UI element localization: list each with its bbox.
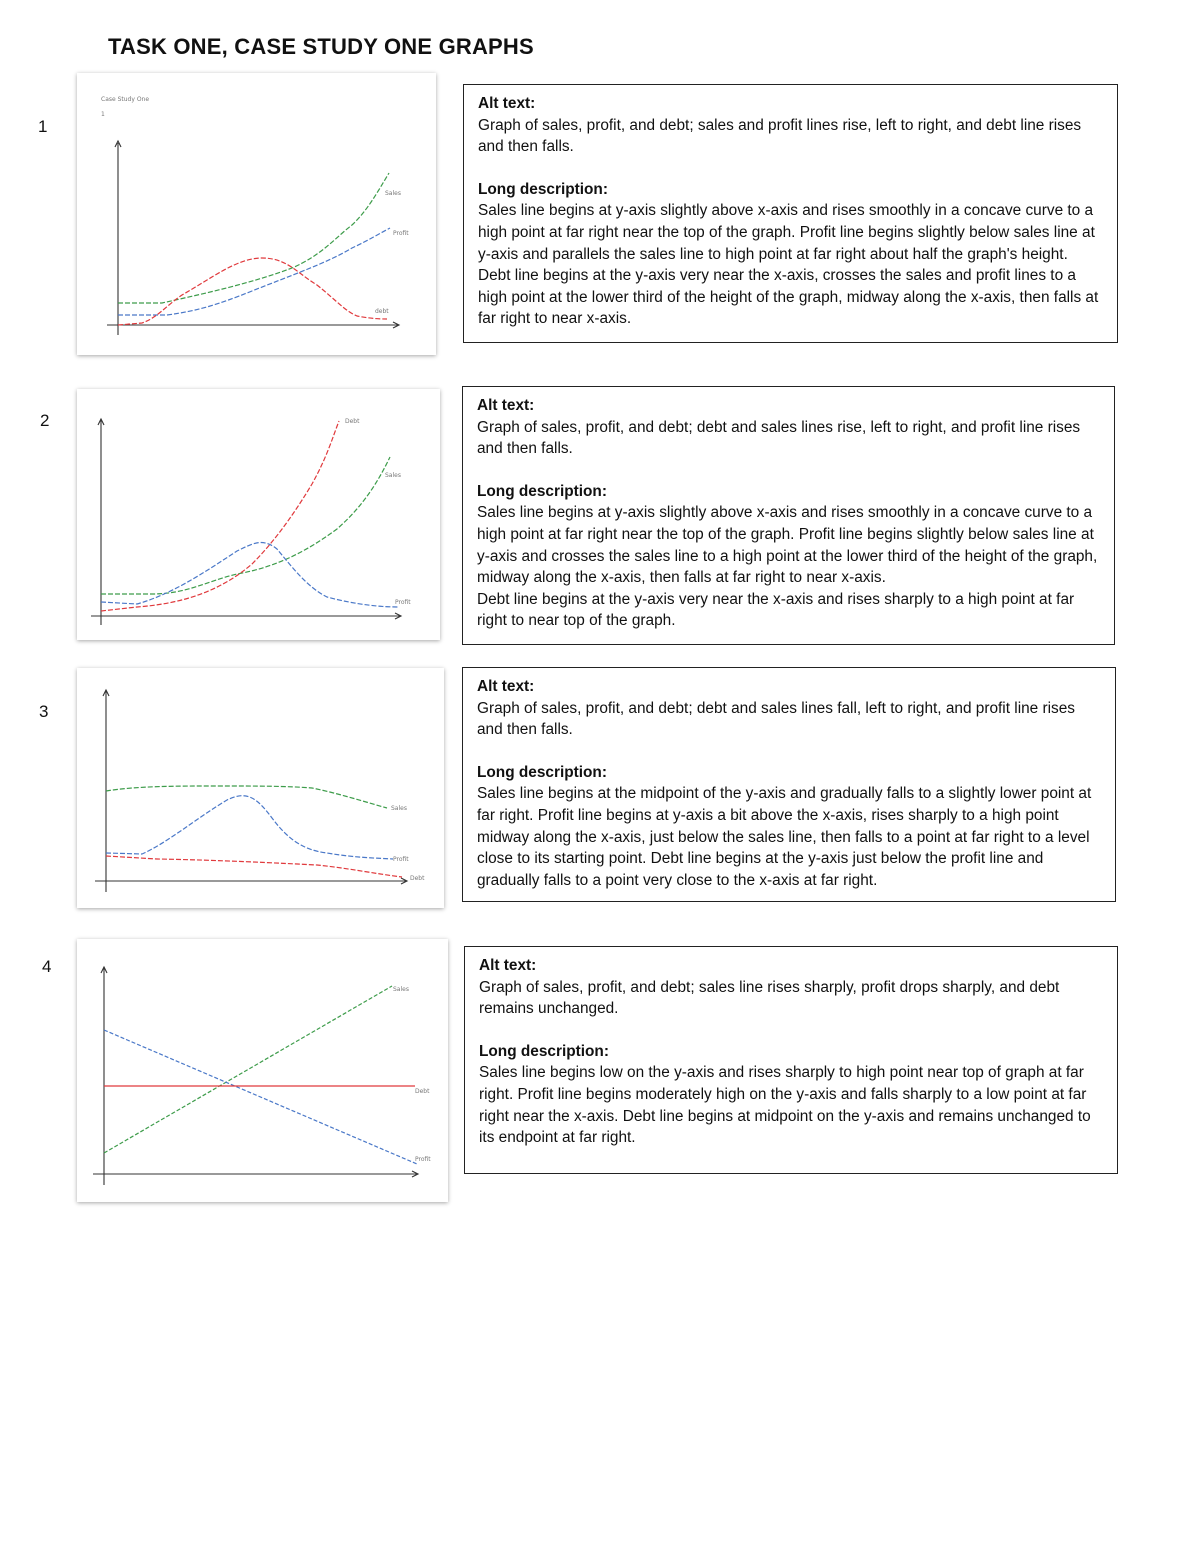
debt-label: Debt [415,1088,430,1095]
line-graph-4 [77,939,448,1202]
long-description: Sales line begins at y-axis slightly above x-axis and rises smoothly in a concave curve to a high point at far right near the top of the graph. Profit line begins slightly below sales line at y-axis and crosses the sales line to a high point at the lower third of the height of the graph, midway along the x-axis, then falls at far right to near x-axis. [477,504,1098,587]
long-description: Sales line begins at y-axis slightly above x-axis and rises smoothly in a concave curve to a high point at far right near the top of the graph. Profit line begins slightly below sales line at y-axis and parallels the sales line to high point at far right about half the graph's height. Debt line begins at the y-axis very near the x-axis, crosses the sales and profit lines to a high point at the lower third of the height of the graph, midway along the x-axis, then falls at far right to near x-axis. [478,202,1099,328]
description-box-4 [464,946,1118,1174]
graph-thumbnail-4 [77,939,448,1202]
alt-text-heading: Alt text: [477,397,535,414]
graph-thumbnail-3 [77,668,444,908]
profit-line [101,543,399,607]
profit-line [104,1030,417,1164]
profit-line [106,796,393,859]
profit-label: Profit [415,1156,431,1163]
debt-line [106,856,402,877]
alt-text: Graph of sales, profit, and debt; debt and sales lines fall, left to right, and profit line rises and then falls. [477,699,1076,739]
profit-label: Profit [395,599,411,606]
sales-label: Sales [391,805,407,812]
figure-number: 3 [39,702,49,721]
sales-line [118,173,389,303]
sales-label: Sales [385,472,401,479]
graph-subcaption: 1 [101,111,105,118]
line-graph-2 [77,389,440,640]
sales-label: Sales [385,190,401,197]
long-description-heading: Long description: [479,1042,609,1060]
long-description-heading: Long description: [477,482,607,500]
debt-label: debt [375,308,389,315]
debt-line [101,421,339,611]
long-description-heading: Long description: [478,180,608,198]
sales-line [106,786,387,808]
debt-label: Debt [345,418,360,425]
description-box-1 [463,84,1118,343]
profit-label: Profit [393,856,409,863]
debt-label: Debt [410,875,425,882]
page-title: TASK ONE, CASE STUDY ONE GRAPHS [108,34,534,59]
alt-text-heading: Alt text: [477,678,535,695]
figure-number: 1 [38,117,48,136]
alt-text-heading: Alt text: [479,957,537,974]
long-description: Sales line begins low on the y-axis and rises sharply to high point near top of graph at far right. Profit line begins moderately high on the y-axis and falls sharply to a low point at far right near the x-axis. Debt line begins at midpoint on the y-axis and remains unchanged to its endpoint at far right. [479,1064,1091,1147]
long-description: Sales line begins at the midpoint of the y-axis and gradually falls to a slightly lower point at far right. Profit line begins at y-axis a bit above the x-axis, rises sharply to a high point midway along the x-axis, just below the sales line, then falls to a point at far right to a level close to its starting point. Debt line begins at the y-axis just below the profit line and gradually falls to a point very close to the x-axis at far right. [477,785,1092,889]
figure-number: 2 [40,411,50,430]
line-graph-3 [77,668,444,908]
alt-text: Graph of sales, profit, and debt; debt and sales lines rise, left to right, and profit line rises and then falls. [477,418,1081,458]
profit-label: Profit [393,230,409,237]
alt-text: Graph of sales, profit, and debt; sales line rises sharply, profit drops sharply, and debt remains unchanged. [479,978,1060,1018]
profit-line [118,228,390,315]
description-box-3 [462,667,1116,902]
sales-line [104,986,392,1153]
long-description-continued: Debt line begins at the y-axis very near the x-axis and rises sharply to a high point at far right to near top of the graph. [477,590,1075,630]
graph-caption: Case Study One [101,96,150,103]
line-graph-1 [77,73,436,355]
description-box-2 [462,386,1115,645]
figure-number: 4 [42,957,52,976]
sales-label: Sales [393,986,409,993]
alt-text: Graph of sales, profit, and debt; sales and profit lines rise, left to right, and debt line rises and then falls. [478,116,1082,156]
long-description-heading: Long description: [477,763,607,781]
sales-line [101,457,390,594]
debt-line [118,258,387,325]
graph-thumbnail-2 [77,389,440,640]
alt-text-heading: Alt text: [478,95,536,112]
graph-thumbnail-1 [77,73,436,355]
